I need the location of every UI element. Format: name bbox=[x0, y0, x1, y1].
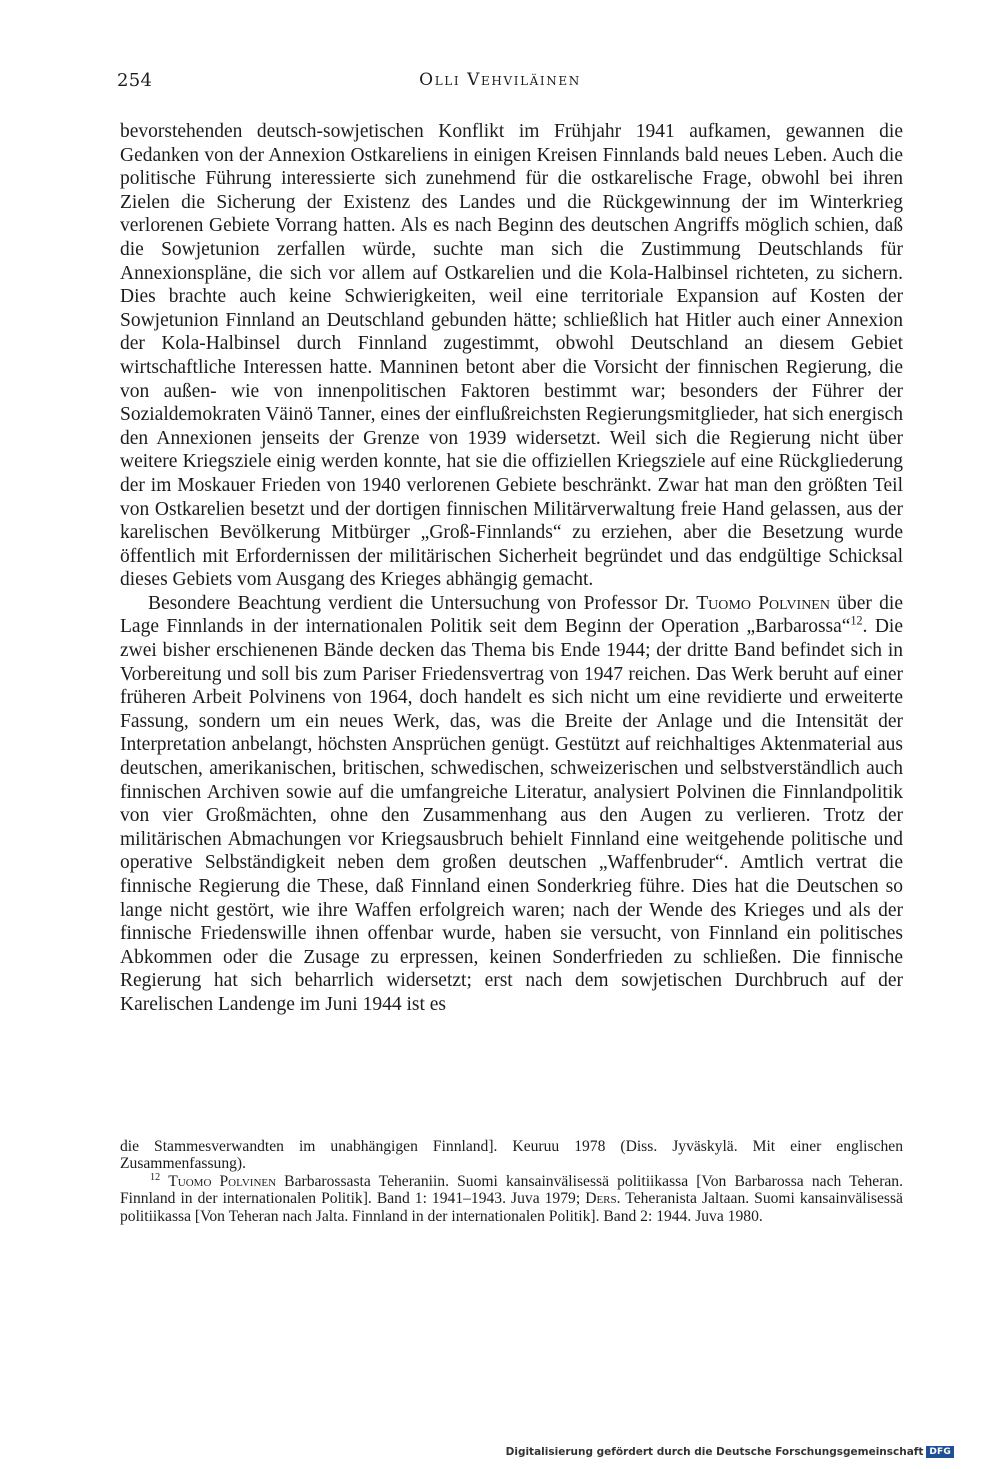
body-text bbox=[120, 120, 903, 1017]
footnote-continuation: die Stammesverwandten im unabhängigen Finnland]. Keuruu 1978 (Diss. Jyväskylä. Mit einer englischen Zusammenfassung). bbox=[120, 1138, 903, 1173]
page-number: 254 bbox=[117, 70, 153, 91]
paragraph: bevorstehenden deutsch-sowjetischen Konflikt im Frühjahr 1941 aufkamen, gewannen die Gedanken von der Annexion Ostkareliens in einigen Kreisen Finnlands bald neues Leben. Auch die politische Führung interessierte sich zunehmend für die ostkarelische Frage, obwohl bei ihren Zielen die Sicherung der Existenz des Landes und die Rückgewinnung der im Winterkrieg verlorenen Gebiete Vorrang hatten. Als es nach Beginn des deutschen Angriffs möglich schien, daß die Sowjetunion zerfallen würde, suchte man sich die Zustimmung Deutschlands für Annexionspläne, die sich vor allem auf Ostkarelien und die Kola-Halbinsel richteten, zu sichern. Dies brachte auch keine Schwierigkeiten, weil eine territoriale Expansion auf Kosten der Sowjetunion Finnland an Deutschland gebunden hätte; schließlich hat Hitler auch einer Annexion der Kola-Halbinsel durch Finnland zugestimmt, obwohl Deutschland an diesem Gebiet wirtschaftliche Interessen hatte. Manninen betont aber die Vorsicht der finnischen Regierung, die von außen- wie von innenpolitischen Faktoren bestimmt war; besonders der Führer der Sozialdemokraten Väinö Tanner, eines der einflußreichsten Regierungsmitglieder, hat sich energisch den Annexionen jenseits der Grenze von 1939 widersetzt. Weil sich die Regierung nicht über weitere Kriegsziele einig werden konnte, hat sie die offiziellen Kriegsziele auf eine Rückgliederung der im Moskauer Frieden von 1940 verlorenen Gebiete beschränkt. Zwar hat man den größten Teil von Ostkarelien besetzt und der dortigen finnischen Militärverwaltung freie Hand gelassen, aus der karelischen Bevölkerung Mitbürger „Groß-Finnlands“ zu erziehen, aber die Besetzung wurde öffentlich mit Erfordernissen der militärischen Sicherheit begründet und das endgültige Schicksal dieses Gebiets vom Ausgang des Krieges abhängig gemacht. bbox=[120, 121, 903, 591]
footnote-ders: Ders. bbox=[585, 1190, 621, 1208]
footnote-12 bbox=[120, 1173, 903, 1225]
dfg-logo-icon: DFG bbox=[926, 1446, 954, 1458]
footnote-reference[interactable]: 12 bbox=[850, 613, 863, 628]
footnotes bbox=[120, 1138, 903, 1225]
running-head: Olli Vehviläinen bbox=[419, 70, 581, 90]
footnote-text: Teheranista Jaltaan. Suomi kansainvälisessä politiikassa [Von Teheran nach Jalta. Finnland in der internationalen Politik]. Band 2: 1944. Juva 1980. bbox=[120, 1190, 903, 1225]
paragraph-text: über die Lage Finnlands in der internationalen Politik seit dem Beginn der Operation „Barbarossa“ bbox=[120, 592, 903, 638]
footnote-text: Barbarossasta Teheraniin. Suomi kansainvälisessä politiikassa [Von Barbarossa nach Teheran. Finnland in der internationalen Politik]. Band 1: 1941–1943. Juva 1979; bbox=[120, 1172, 904, 1208]
digitization-credit bbox=[506, 1446, 954, 1458]
author-name: Tuomo Polvinen bbox=[696, 592, 830, 614]
paragraph bbox=[120, 592, 903, 1017]
footnote-number: 12 bbox=[150, 1171, 161, 1183]
footnote-author: Tuomo Polvinen bbox=[168, 1172, 277, 1190]
paragraph-intro: Besondere Beachtung verdient die Untersuchung von Professor Dr. bbox=[148, 592, 697, 614]
credit-text: Digitalisierung gefördert durch die Deutsche Forschungsgemeinschaft bbox=[505, 1446, 924, 1458]
paragraph-text: . Die zwei bisher erschienenen Bände decken das Thema bis Ende 1944; der dritte Band befindet sich in Vorbereitung und soll bis zum Pariser Friedensvertrag von 1947 reichen. Das Werk beruht auf einer früheren Arbeit Polvinens von 1964, doch handelt es sich nicht um eine revidierte und erweiterte Fassung, sondern um ein neues Werk, das, was die Breite der Anlage und die Intensität der Interpretation anbelangt, höchsten Ansprüchen genügt. Gestützt auf reichhaltiges Aktenmaterial aus deutschen, amerikanischen, britischen, schwedischen, schweizerischen und selbstverständlich auch finnischen Archiven sowie auf die umfangreiche Literatur, analysiert Polvinen die Finnlandpolitik von vier Großmächten, ohne den Zusammenhang aus den Augen zu verlieren. Trotz der militärischen Abmachungen vor Kriegsausbruch behielt Finnland eine weitgehende politische und operative Selbständigkeit neben dem großen deutschen „Waffenbruder“. Amtlich vertrat die finnische Regierung die These, daß Finnland einen Sonderkrieg führe. Dies hat die Deutschen so lange nicht gestört, wie ihre Waffen erfolgreich waren; nach der Wende des Krieges und als der finnische Friedenswille ihnen offenbar wurde, haben sie versucht, von Finnland ein politisches Abkommen oder die Zusage zu erpressen, keinen Sonderfrieden zu schließen. Die finnische Regierung hat sich beharrlich widersetzt; erst nach dem sowjetischen Durchbruch auf der Karelischen Landenge im Juni 1944 ist es bbox=[120, 616, 904, 1015]
